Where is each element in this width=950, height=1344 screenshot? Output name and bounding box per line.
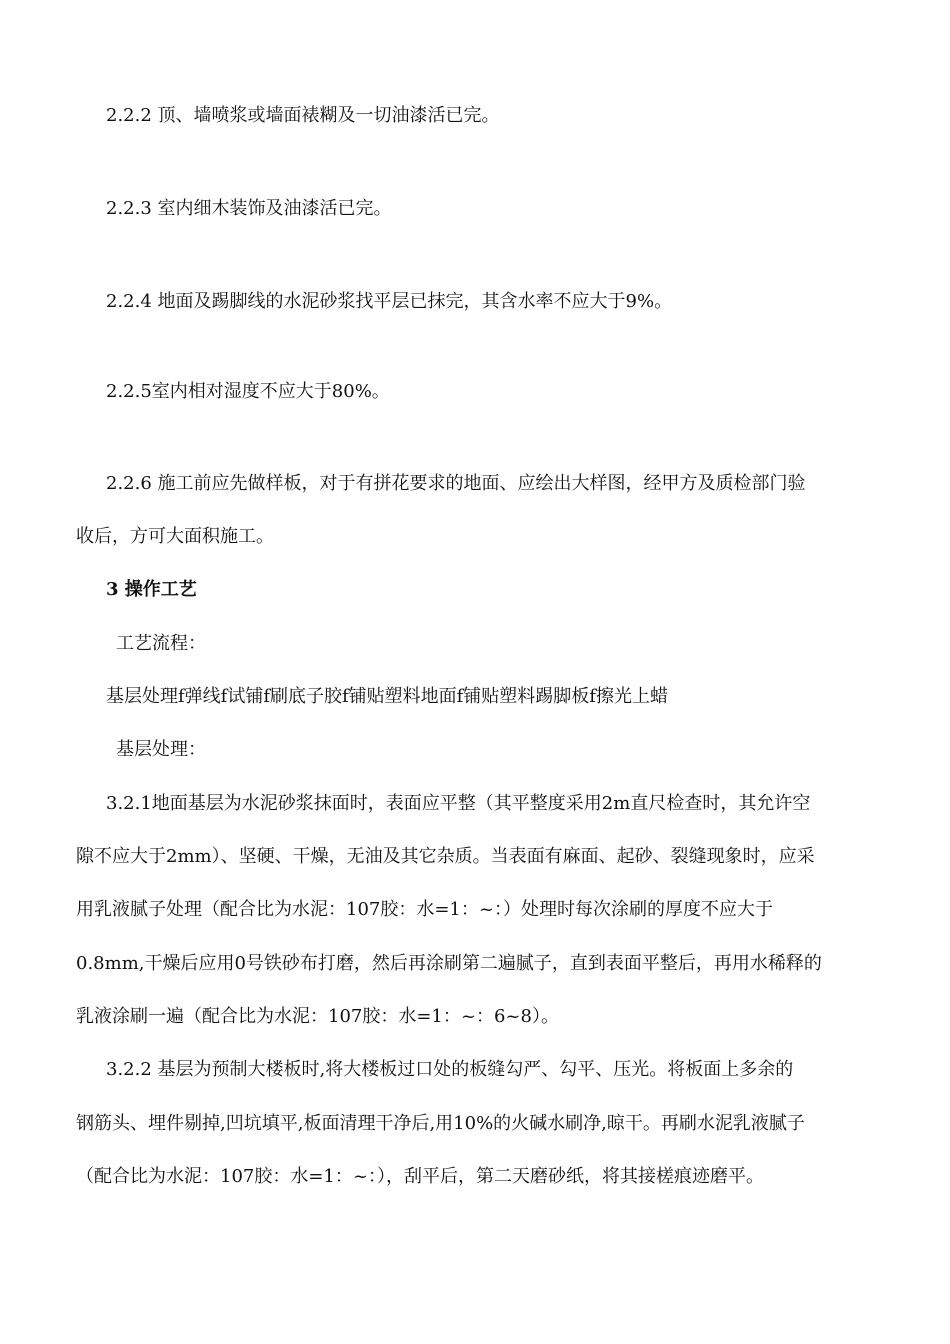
para-2-2-2: 2.2.2 顶、墙喷浆或墙面裱糊及一切油漆活已完。 (106, 105, 500, 126)
para-3-2-1-line-3: 用乳液腻子处理（配合比为水泥：107胶：水=1：~：）处理时每次涂刷的厚度不应大于 (76, 899, 773, 920)
para-2-2-5: 2.2.5室内相对湿度不应大于80%。 (106, 381, 390, 402)
para-3-2-1-line-2: 隙不应大于2mm）、坚硬、干燥，无油及其它杂质。当表面有麻面、起砂、裂缝现象时，应采 (76, 846, 815, 867)
para-3-2-1-line-1: 3.2.1地面基层为水泥砂浆抹面时，表面应平整（其平整度采用2m直尺检查时，其允许空 (106, 793, 811, 814)
para-3-2-2-line-3: （配合比为水泥：107胶：水=1：~：），刮平后，第二天磨砂纸，将其接槎痕迹磨平。 (76, 1166, 764, 1187)
section-heading-3: 3 操作工艺 (106, 579, 197, 600)
para-3-2-2-line-1: 3.2.2 基层为预制大楼板时,将大楼板过口处的板缝勾严、勾平、压光。将板面上多余的 (106, 1059, 794, 1080)
process-flow-text: 基层处理f弹线f试铺f刷底子胶f铺贴塑料地面f铺贴塑料踢脚板f擦光上蜡 (106, 686, 668, 707)
subheading-process-flow: 工艺流程： (116, 633, 206, 654)
para-3-2-1-line-5: 乳液涂刷一遍（配合比为水泥：107胶：水=1：~：6~8）。 (76, 1006, 559, 1027)
subheading-base-treatment: 基层处理： (116, 739, 206, 760)
para-3-2-2-line-2: 钢筋头、埋件剔掉,凹坑填平,板面清理干净后,用10%的火碱水刷净,晾干。再刷水泥乳液腻子 (76, 1113, 805, 1134)
para-2-2-4: 2.2.4 地面及踢脚线的水泥砂浆找平层已抹完，其含水率不应大于9%。 (106, 291, 673, 312)
para-2-2-3: 2.2.3 室内细木装饰及油漆活已完。 (106, 198, 392, 219)
para-2-2-6-line-1: 2.2.6 施工前应先做样板，对于有拼花要求的地面、应绘出大样图，经甲方及质检部门验 (106, 473, 806, 494)
para-3-2-1-line-4: 0.8mm,干燥后应用0号铁砂布打磨，然后再涂刷第二遍腻子，直到表面平整后，再用水稀释的 (76, 953, 822, 974)
para-2-2-6-line-2: 收后，方可大面积施工。 (76, 526, 274, 547)
